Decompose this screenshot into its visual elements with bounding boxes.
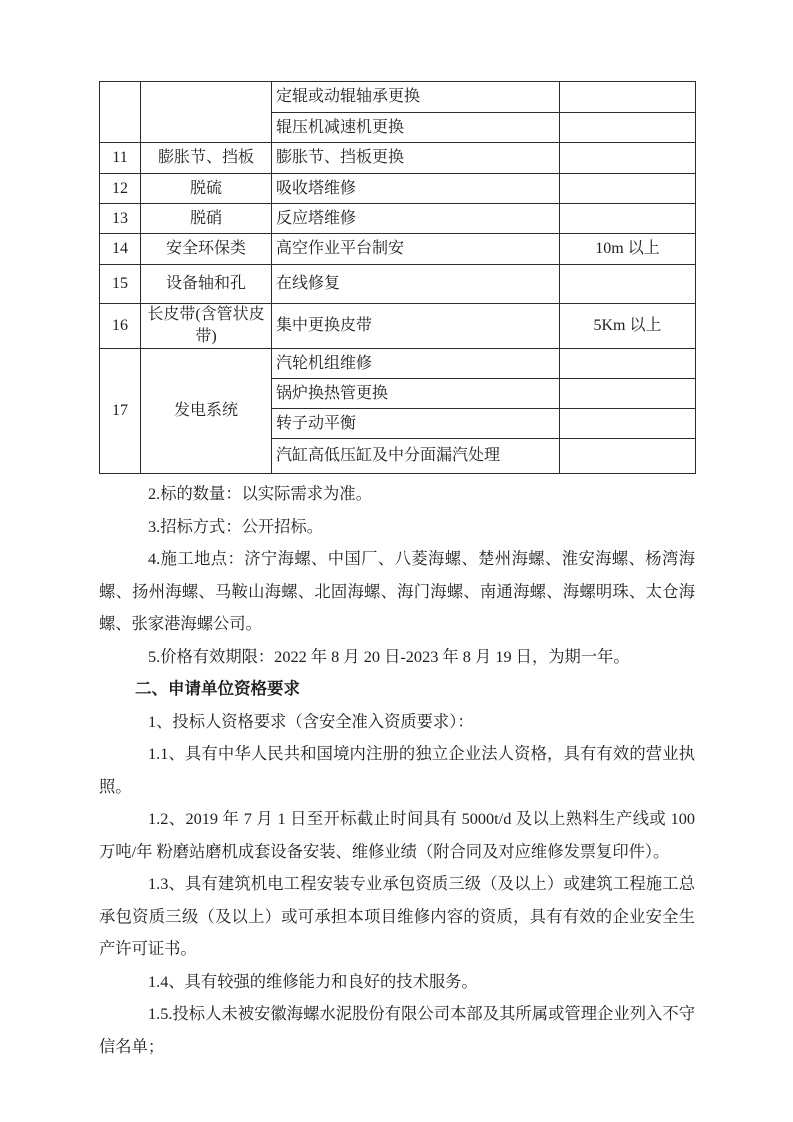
paragraph: 1.4、具有较强的维修能力和良好的技术服务。 <box>148 971 478 991</box>
work-item-cell: 转子动平衡 <box>272 409 560 439</box>
table-row <box>100 82 696 113</box>
remark-cell <box>560 204 696 234</box>
remark-cell <box>560 349 696 379</box>
row-number-cell: 16 <box>100 304 141 349</box>
paragraph: 1、投标人资格要求（含安全准入资质要求）： <box>148 711 474 731</box>
paragraph: 2.标的数量：以实际需求为准。 <box>148 484 372 503</box>
paragraph: 1.1、具有中华人民共和国境内注册的独立企业法人资格，具有有效的营业执照。 <box>99 744 695 796</box>
remark-cell <box>560 113 696 143</box>
work-item-cell: 汽缸高低压缸及中分面漏汽处理 <box>272 439 560 474</box>
paragraph: 1.2、2019 年 7 月 1 日至开标截止时间具有 5000t/d 及以上熟料生产线或 100 万吨/年 粉磨站磨机成套设备安装、维修业绩（附合同及对应维修发票复印件）。 <box>99 809 695 861</box>
remark-cell <box>560 143 696 174</box>
remark-cell <box>560 439 696 474</box>
maintenance-items-table <box>99 81 696 474</box>
row-number-cell: 12 <box>100 174 141 204</box>
table-row <box>100 304 696 349</box>
table-row <box>100 143 696 174</box>
table-row <box>100 349 696 379</box>
row-number-cell: 13 <box>100 204 141 234</box>
remark-cell: 10m 以上 <box>560 234 696 265</box>
table-row <box>100 174 696 204</box>
category-cell: 脱硝 <box>141 204 272 234</box>
row-number-cell <box>100 82 141 143</box>
remark-cell <box>560 409 696 439</box>
category-cell: 脱硫 <box>141 174 272 204</box>
work-item-cell: 辊压机减速机更换 <box>272 113 560 143</box>
table-row <box>100 204 696 234</box>
document-body <box>99 478 695 1063</box>
category-cell <box>141 82 272 143</box>
table-row <box>100 265 696 304</box>
row-number-cell: 15 <box>100 265 141 304</box>
paragraph: 1.3、具有建筑机电工程安装专业承包资质三级（及以上）或建筑工程施工总承包资质三级（及以上）或可承担本项目维修内容的资质，具有有效的企业安全生产许可证书。 <box>99 874 695 958</box>
table-row <box>100 234 696 265</box>
work-item-cell: 高空作业平台制安 <box>272 234 560 265</box>
row-number-cell: 11 <box>100 143 141 174</box>
remark-cell <box>560 379 696 409</box>
work-item-cell: 膨胀节、挡板更换 <box>272 143 560 174</box>
paragraph: 3.招标方式：公开招标。 <box>148 516 324 536</box>
remark-cell: 5Km 以上 <box>560 304 696 349</box>
maintenance-items-table-body <box>100 82 696 474</box>
category-cell: 膨胀节、挡板 <box>141 143 272 174</box>
paragraph: 5.价格有效期限：2022 年 8 月 20 日-2023 年 8 月 19 日，为期一年。 <box>148 646 630 666</box>
work-item-cell: 反应塔维修 <box>272 204 560 234</box>
category-cell: 设备轴和孔 <box>141 265 272 304</box>
category-cell: 安全环保类 <box>141 234 272 265</box>
category-cell: 发电系统 <box>141 349 272 474</box>
work-item-cell: 汽轮机组维修 <box>272 349 560 379</box>
row-number-cell: 14 <box>100 234 141 265</box>
section-heading: 二、申请单位资格要求 <box>135 680 300 698</box>
paragraph: 1.5.投标人未被安徽海螺水泥股份有限公司本部及其所属或管理企业列入不守信名单； <box>99 1004 695 1056</box>
work-item-cell: 吸收塔维修 <box>272 174 560 204</box>
remark-cell <box>560 82 696 113</box>
work-item-cell: 在线修复 <box>272 265 560 304</box>
remark-cell <box>560 265 696 304</box>
work-item-cell: 锅炉换热管更换 <box>272 379 560 409</box>
remark-cell <box>560 174 696 204</box>
work-item-cell: 集中更换皮带 <box>272 304 560 349</box>
row-number-cell: 17 <box>100 349 141 474</box>
paragraph: 4.施工地点：济宁海螺、中国厂、八菱海螺、楚州海螺、淮安海螺、杨湾海螺、扬州海螺、马鞍山海螺、北固海螺、海门海螺、南通海螺、海螺明珠、太仓海螺、张家港海螺公司。 <box>99 549 695 633</box>
category-cell: 长皮带(含管状皮带) <box>141 304 272 349</box>
work-item-cell: 定辊或动辊轴承更换 <box>272 82 560 113</box>
